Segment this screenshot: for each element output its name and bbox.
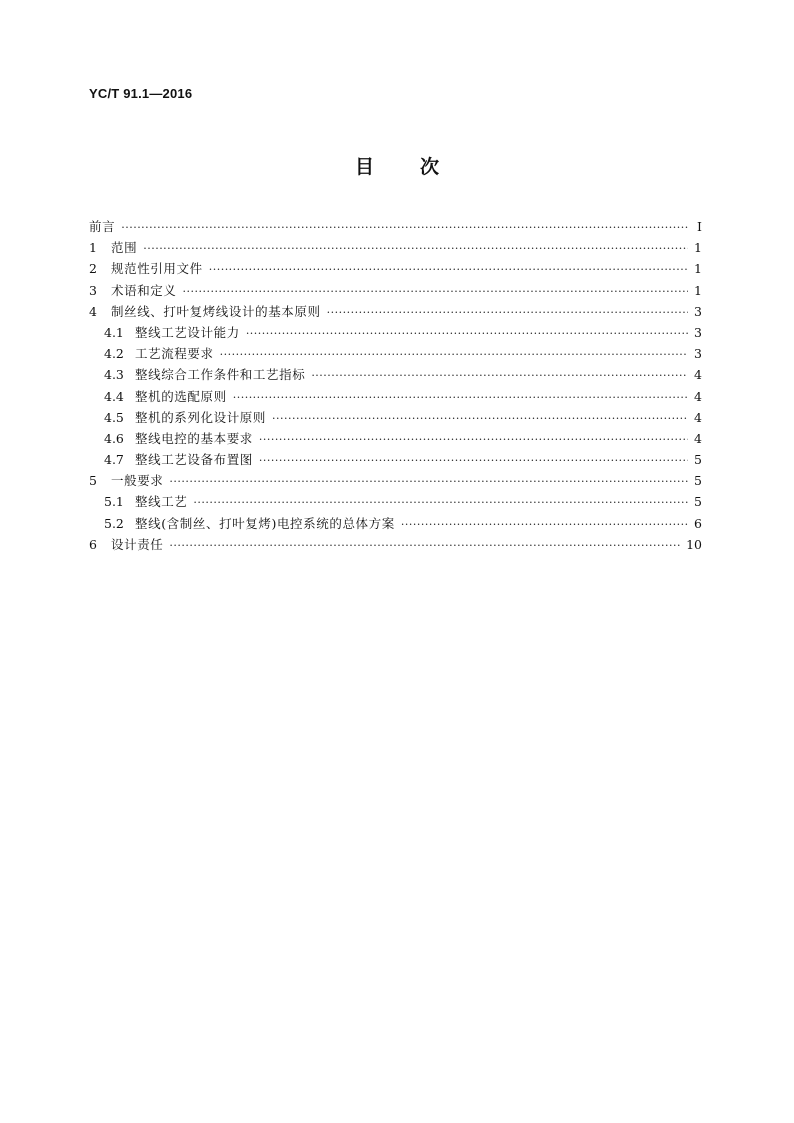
toc-entry-number: 2	[89, 261, 97, 277]
toc-leader-dots	[169, 535, 682, 556]
toc-leader-dots	[233, 387, 688, 408]
toc-entry-page: 4	[694, 388, 702, 404]
toc-entry-number: 3	[89, 282, 97, 298]
toc-entry-label: 整线工艺	[135, 494, 188, 510]
toc-title-char-1: 目	[354, 156, 374, 178]
standard-code: YC/T 91.1—2016	[89, 86, 193, 101]
toc-leader-dots	[183, 281, 688, 302]
toc-entry-5[interactable]	[89, 470, 706, 491]
toc-entry-label: 术语和定义	[111, 282, 177, 298]
toc-entry-number: 4	[89, 303, 97, 319]
toc-entry-page: 4	[694, 409, 702, 425]
toc-entry-number: 4.7	[104, 452, 124, 468]
toc-entry-page: 3	[694, 346, 702, 362]
toc-entry-page: 4	[694, 367, 702, 383]
toc-entry-number: 5	[89, 473, 97, 489]
toc-entry-4-6[interactable]	[89, 428, 706, 449]
toc-entry-3[interactable]	[89, 280, 706, 301]
toc-entry-6[interactable]	[89, 534, 706, 555]
toc-entry-label: 整机的系列化设计原则	[135, 409, 267, 425]
toc-entry-4-1[interactable]	[89, 322, 706, 343]
toc-entry-1[interactable]	[89, 237, 706, 258]
toc-entry-page: 5	[694, 494, 702, 510]
toc-entry-page: 1	[694, 261, 702, 277]
toc-entry-label: 整机的选配原则	[135, 388, 227, 404]
toc-entry-label: 整线电控的基本要求	[135, 430, 253, 446]
toc-entry-page: 3	[694, 324, 702, 340]
toc-leader-dots	[311, 365, 688, 386]
toc-entry-number: 5.1	[104, 494, 124, 510]
toc-entry-foreword[interactable]	[89, 216, 706, 237]
toc-entry-page: 1	[694, 240, 702, 256]
toc-entry-label: 范围	[111, 240, 138, 256]
toc-entry-page: 1	[694, 282, 702, 298]
toc-entry-5-1[interactable]	[89, 491, 706, 512]
toc-entry-number: 4.6	[104, 430, 124, 446]
toc-entry-number: 4.1	[104, 324, 124, 340]
toc-entry-label: 一般要求	[111, 473, 164, 489]
toc-entry-number: 1	[89, 240, 97, 256]
toc-entry-label: 整线(含制丝、打叶复烤)电控系统的总体方案	[135, 515, 395, 531]
toc-entry-2[interactable]	[89, 258, 706, 279]
toc-entry-label: 整线工艺设计能力	[135, 324, 240, 340]
toc-title-char-2: 次	[420, 156, 440, 178]
toc-leader-dots	[169, 471, 688, 492]
toc-entry-4-2[interactable]	[89, 343, 706, 364]
toc-entry-4-7[interactable]	[89, 449, 706, 470]
toc-entry-number: 6	[89, 536, 97, 552]
toc-entry-4-5[interactable]	[89, 407, 706, 428]
toc-entry-page: 6	[694, 515, 702, 531]
toc-entry-label: 制丝线、打叶复烤线设计的基本原则	[111, 303, 321, 319]
toc-leader-dots	[259, 450, 688, 471]
toc-entry-label: 前言	[89, 219, 116, 234]
toc-list	[89, 216, 706, 555]
toc-entry-page: 5	[694, 473, 702, 489]
toc-entry-label: 规范性引用文件	[111, 261, 203, 277]
toc-leader-dots	[327, 302, 688, 323]
toc-entry-label: 工艺流程要求	[135, 346, 214, 362]
toc-entry-5-2[interactable]	[89, 513, 706, 534]
toc-entry-number: 4.2	[104, 346, 124, 362]
toc-entry-4[interactable]	[89, 301, 706, 322]
toc-leader-dots	[209, 259, 688, 280]
toc-leader-dots	[401, 514, 688, 535]
toc-entry-page: Ⅰ	[697, 219, 702, 234]
toc-entry-number: 5.2	[104, 515, 124, 531]
toc-leader-dots	[220, 344, 688, 365]
toc-entry-4-4[interactable]	[89, 386, 706, 407]
toc-entry-number: 4.4	[104, 388, 124, 404]
toc-leader-dots	[259, 429, 688, 450]
toc-entry-label: 设计责任	[111, 536, 164, 552]
toc-entry-page: 3	[694, 303, 702, 319]
toc-entry-label: 整线工艺设备布置图	[135, 452, 253, 468]
toc-leader-dots	[193, 492, 688, 513]
toc-entry-page: 10	[686, 536, 702, 552]
toc-title	[0, 152, 794, 179]
toc-entry-4-3[interactable]	[89, 364, 706, 385]
toc-entry-number: 4.3	[104, 367, 124, 383]
toc-leader-dots	[246, 323, 688, 344]
toc-leader-dots	[121, 217, 688, 238]
toc-entry-page: 4	[694, 430, 702, 446]
toc-entry-number: 4.5	[104, 409, 124, 425]
toc-entry-page: 5	[694, 452, 702, 468]
toc-entry-label: 整线综合工作条件和工艺指标	[135, 367, 306, 383]
toc-leader-dots	[272, 408, 688, 429]
toc-leader-dots	[143, 238, 688, 259]
